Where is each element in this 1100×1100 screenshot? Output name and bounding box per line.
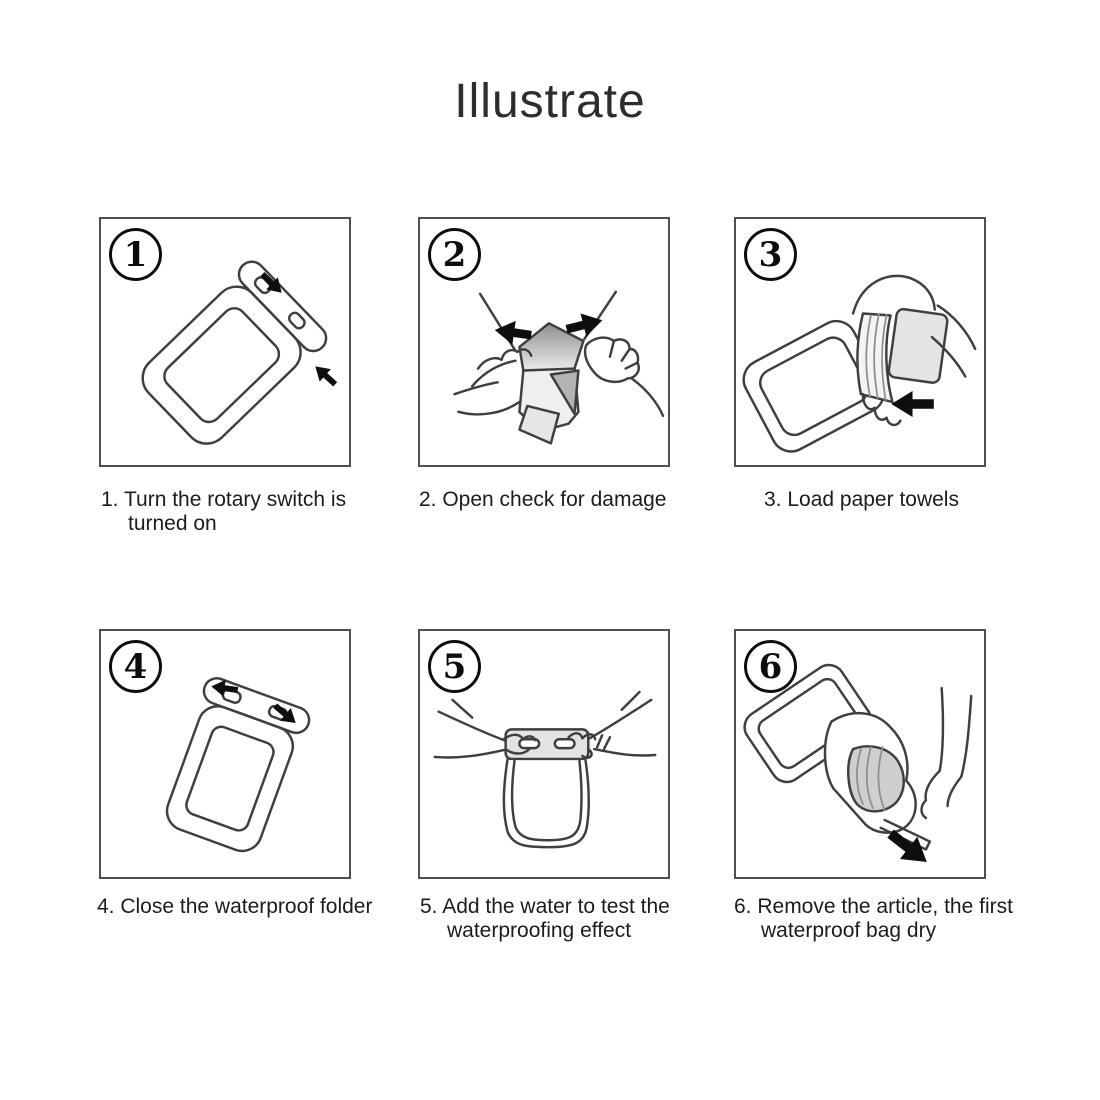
arrow-icon xyxy=(310,360,341,390)
caption-line: 4. Close the waterproof folder xyxy=(97,895,373,918)
step-6-panel xyxy=(734,629,986,879)
caption-line: 1. Turn the rotary switch is xyxy=(101,488,347,511)
caption-line: 2. Open check for damage xyxy=(419,488,667,511)
caption-line: 6. Remove the article, the first xyxy=(734,895,1013,918)
step-2-caption xyxy=(419,488,666,512)
caption-line: 5. Add the water to test the xyxy=(420,895,670,918)
step-5-caption xyxy=(420,895,670,943)
step-1-caption xyxy=(101,488,346,536)
arrow-icon xyxy=(257,268,288,299)
step-6-caption xyxy=(734,895,1013,943)
step-4-number-badge: 4 xyxy=(109,640,162,693)
step-3-number-badge: 3 xyxy=(744,228,797,281)
step-1-panel xyxy=(99,217,351,467)
page-title: Illustrate xyxy=(454,75,646,128)
step-5-number-badge: 5 xyxy=(428,640,481,693)
step-5-panel xyxy=(418,629,670,879)
caption-line: waterproofing effect xyxy=(447,919,632,942)
step-3-panel xyxy=(734,217,986,467)
caption-line: turned on xyxy=(128,512,217,535)
arrow-icon xyxy=(891,391,934,417)
step-6-number-badge: 6 xyxy=(744,640,797,693)
step-4-panel xyxy=(99,629,351,879)
step-3-caption xyxy=(764,488,959,512)
step-1-number-badge: 1 xyxy=(109,228,162,281)
caption-line: waterproof bag dry xyxy=(761,919,937,942)
step-2-panel xyxy=(418,217,670,467)
arrow-icon xyxy=(210,678,239,698)
step-4-caption xyxy=(97,895,372,919)
step-2-number-badge: 2 xyxy=(428,228,481,281)
caption-line: 3. Load paper towels xyxy=(764,488,959,511)
